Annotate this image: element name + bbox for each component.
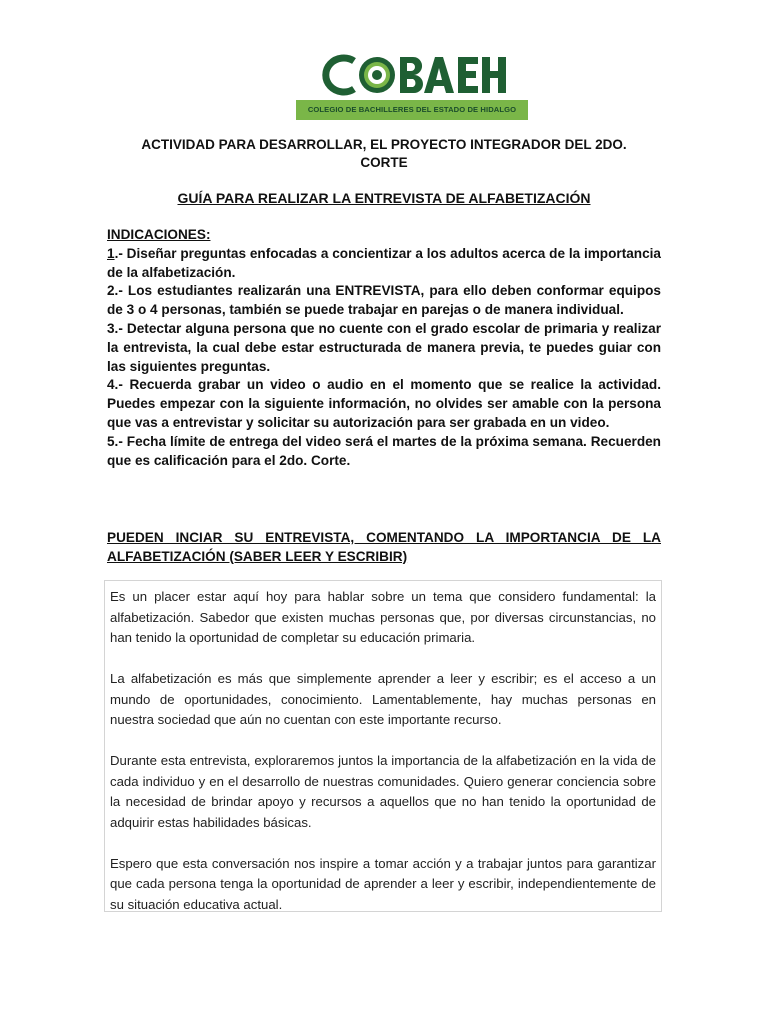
indications-section	[107, 226, 661, 470]
speech-paragraph-3: Durante esta entrevista, exploraremos juntos la importancia de la alfabetización en la vida de cada individuo y en el desarrollo de nuestras comunidades. Quiero generar conciencia sobre la necesidad de brindar apoyo y recursos a aquellos que no han tenido la oportunidad de adquirir estas habilidades básicas.	[110, 753, 656, 830]
indication-item-3: 3.- Detectar alguna persona que no cuente con el grado escolar de primaria y realizar la entrevista, la cual debe estar estructurada de manera previa, te puedes guiar con las siguientes preguntas.	[107, 320, 661, 374]
guide-title: GUÍA PARA REALIZAR LA ENTREVISTA DE ALFABETIZACIÓN	[177, 190, 591, 206]
item-1-text: .- Diseñar preguntas enfocadas a concientizar a los adultos acerca de la importancia de la alfabetización.	[107, 245, 661, 280]
indication-item-1	[107, 245, 661, 283]
interview-start-heading: PUEDEN INCIAR SU ENTREVISTA, COMENTANDO LA IMPORTANCIA DE LA ALFABETIZACIÓN (SABER LEER Y ESCRIBIR)	[107, 530, 661, 564]
logo-banner: COLEGIO DE BACHILLERES DEL ESTADO DE HIDALGO	[296, 100, 528, 120]
cobaeh-logo	[296, 52, 528, 120]
interview-speech-box	[104, 580, 662, 912]
indications-heading: INDICACIONES:	[107, 227, 211, 242]
activity-header	[100, 136, 668, 172]
speech-paragraph-4: Espero que esta conversación nos inspire a tomar acción y a trabajar juntos para garantizar que cada persona tenga la oportunidad de aprender a leer y escribir, independientemente de su situación educativa actual.	[110, 855, 656, 912]
item-1-number: 1	[107, 245, 115, 261]
header-line-2: CORTE	[360, 155, 408, 170]
speech-paragraph-2: La alfabetización es más que simplemente aprender a leer y escribir; es el acceso a un mundo de oportunidades, conocimiento. Lamentablemente, hay muchas personas en nuestra sociedad que aún no cuentan con este importante recurso.	[110, 671, 656, 727]
indication-item-2: 2.- Los estudiantes realizarán una ENTREVISTA, para ello deben conformar equipos de 3 o 4 personas, también se puede trabajar en parejas o de manera individual.	[107, 283, 661, 318]
speech-paragraph-1: Es un placer estar aquí hoy para hablar sobre un tema que considero fundamental: la alfabetización. Sabedor que existen muchas personas que, por diversas circunstancias, no han tenido la oportunidad de completar su educación primaria.	[110, 589, 656, 645]
indication-item-4: 4.- Recuerda grabar un video o audio en el momento que se realice la actividad. Puedes empezar con la siguiente información, no olvides ser amable con la persona que vas a entrevistar y solicitar su autorización para ser grabada en un video.	[107, 377, 661, 430]
header-line-1: ACTIVIDAD PARA DESARROLLAR, EL PROYECTO INTEGRADOR DEL 2DO.	[141, 137, 627, 152]
cobaeh-wordmark-logo	[314, 52, 510, 98]
indication-item-5: 5.- Fecha límite de entrega del video será el martes de la próxima semana. Recuerden que es calificación para el 2do. Corte.	[107, 433, 661, 468]
